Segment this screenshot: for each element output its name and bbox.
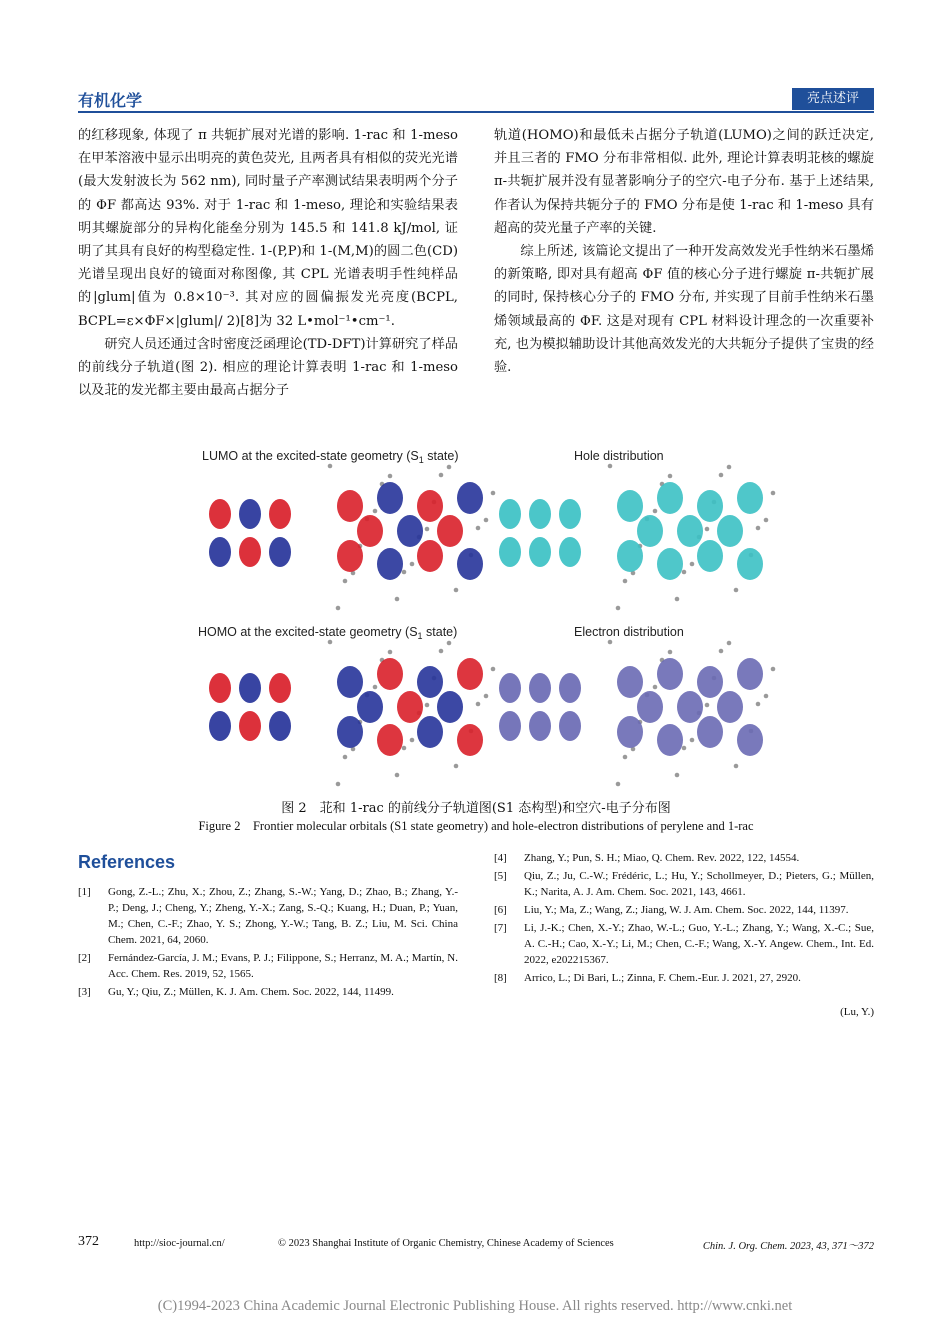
orbital-lobe — [269, 499, 291, 529]
orbital-lobe — [397, 691, 423, 723]
atom — [623, 579, 628, 584]
atom — [771, 667, 776, 672]
atom — [484, 518, 489, 523]
orbital-lobe — [737, 724, 763, 756]
orbital-lobe — [209, 499, 231, 529]
orbital-lobe — [697, 490, 723, 522]
atom — [690, 562, 695, 567]
orbital-lobe — [657, 724, 683, 756]
atom — [727, 465, 732, 470]
orbital-lobe — [657, 658, 683, 690]
page-number: 372 — [78, 1234, 99, 1249]
orbital-lobe — [637, 515, 663, 547]
atom — [425, 703, 430, 708]
atom — [373, 509, 378, 514]
orbital-lobe — [377, 482, 403, 514]
atom — [454, 764, 459, 769]
homo-label: HOMO at the excited-state geometry ($S_1$ state) — [198, 625, 458, 641]
orbital-lobe — [397, 515, 423, 547]
orbital-lobe — [559, 499, 581, 529]
atom — [328, 464, 333, 469]
references-left — [78, 884, 458, 1002]
orbital-lobe — [559, 673, 581, 703]
atom — [668, 474, 673, 479]
orbital-lobe — [559, 711, 581, 741]
orbital-lobe — [377, 658, 403, 690]
orbital-lobe — [499, 711, 521, 741]
orbital-lobe — [677, 691, 703, 723]
atom — [682, 746, 687, 751]
atom — [690, 738, 695, 743]
atom — [328, 640, 333, 645]
atom — [425, 527, 430, 532]
paragraph: 的红移现象, 体现了 π 共轭扩展对光谱的影响. 1-rac 和 1-meso 在甲苯溶液中显示出明亮的黄色荧光, 且两者具有相似的荧光光谱(最大发射波长为 562 nm), 同时量子产率测试结果表明两个分子的 ΦF 都高达 93%. 对于 1-rac 和 1-meso, 理论和实验结果表明其螺旋部分的异构化能垒分别为 145.5 和 141.8 kJ/mol, 证明了其具有良好的构型稳定性. 1-(P,P)和 1-(M,M)的圆二色(CD)光谱呈现出良好的镜面对称图像, 其 CPL 光谱表明手性纯样品的|glum|值为 0.8×10⁻³. 其对应的圆偏振发光亮度(BCPL, BCPL=ε×ΦF×|glum|/ 2)[8]为 32 L•mol⁻¹•cm⁻¹. — [78, 128, 458, 329]
atom — [476, 526, 481, 531]
atom — [402, 746, 407, 751]
references-right — [494, 850, 874, 988]
orbital-lobe — [457, 658, 483, 690]
orbital-lobe — [529, 499, 551, 529]
atom — [439, 473, 444, 478]
orbital-lobe — [269, 711, 291, 741]
atom — [705, 703, 710, 708]
orbital-lobe — [437, 515, 463, 547]
atom — [675, 773, 680, 778]
copyright: © 2023 Shanghai Institute of Organic Chemistry, Chinese Academy of Sciences — [278, 1238, 614, 1249]
orbital-lobe — [529, 711, 551, 741]
atom — [764, 518, 769, 523]
atom — [484, 694, 489, 699]
journal-url[interactable]: http://sioc-journal.cn/ — [134, 1238, 225, 1249]
orbital-lobe — [617, 540, 643, 572]
atom — [608, 464, 613, 469]
journal-title: 有机化学 — [78, 91, 143, 110]
orbital-lobe — [737, 658, 763, 690]
orbital-lobe — [239, 711, 261, 741]
orbital-lobe — [337, 666, 363, 698]
orbital-lobe — [457, 548, 483, 580]
orbital-lobe — [209, 673, 231, 703]
atom — [719, 473, 724, 478]
orbital-lobe — [457, 724, 483, 756]
cnki-watermark: (C)1994-2023 China Academic Journal Electronic Publishing House. All rights reserved. http://www.cnki.net — [157, 1298, 793, 1314]
orbital-lobe — [499, 537, 521, 567]
orbital-lobe — [737, 482, 763, 514]
orbital-lobe — [269, 673, 291, 703]
orbital-lobe — [697, 716, 723, 748]
atom — [395, 597, 400, 602]
hole-label: Hole distribution — [574, 449, 664, 463]
orbital-lobe — [417, 716, 443, 748]
atom — [616, 782, 621, 787]
orbital-lobe — [637, 691, 663, 723]
orbital-lobe — [529, 537, 551, 567]
atom — [734, 588, 739, 593]
orbital-lobe — [457, 482, 483, 514]
atom — [491, 491, 496, 496]
orbital-lobe — [559, 537, 581, 567]
page-footer — [78, 1236, 874, 1252]
atom — [727, 641, 732, 646]
orbital-lobe — [617, 716, 643, 748]
orbital-lobe — [209, 711, 231, 741]
atom — [447, 465, 452, 470]
atom — [343, 579, 348, 584]
atom — [675, 597, 680, 602]
orbital-lobe — [209, 537, 231, 567]
orbital-lobe — [617, 666, 643, 698]
orbital-lobe — [617, 490, 643, 522]
orbital-lobe — [657, 548, 683, 580]
atom — [608, 640, 613, 645]
orbital-lobe — [417, 666, 443, 698]
orbital-lobe — [417, 540, 443, 572]
atom — [491, 667, 496, 672]
atom — [756, 526, 761, 531]
atom — [734, 764, 739, 769]
paragraph: 轨道(HOMO)和最低未占据分子轨道(LUMO)之间的跃迁决定, 并且三者的 FMO 分布非常相似. 此外, 理论计算表明苝核的螺旋 π-共轭扩展并没有显著影响分子的空穴-电子分布. 基于上述结果, 作者认为保持共轭分子的 FMO 分布是使 1-rac 和 1-meso 具有超高的荧光量子产率的关键. — [494, 128, 874, 236]
atom — [395, 773, 400, 778]
paragraph: 研究人员还通过含时密度泛函理论(TD-DFT)计算研究了样品的前线分子轨道(图 2). 相应的理论计算表明 1-rac 和 1-meso 以及苝的发光都主要由最高占据分子 — [78, 336, 458, 399]
orbital-lobe — [677, 515, 703, 547]
atom — [410, 562, 415, 567]
reference-item: [5] Qiu, Z.; Ju, C.-W.; Frédéric, L.; Hu, Y.; Schollmeyer, D.; Pieters, G.; Müllen, K.; Narita, A. J. Am. Chem. Soc. 2021, 143, 4661. — [494, 870, 874, 898]
atom — [388, 650, 393, 655]
orbital-lobe — [337, 716, 363, 748]
atom — [343, 755, 348, 760]
orbital-lobe — [337, 490, 363, 522]
atom — [454, 588, 459, 593]
atom — [402, 570, 407, 575]
atom — [756, 702, 761, 707]
body-column-left — [78, 124, 458, 402]
journal-citation: Chin. J. Org. Chem. 2023, 43, 371～372 — [702, 1241, 874, 1252]
orbital-lobe — [499, 499, 521, 529]
atom — [705, 527, 710, 532]
atom — [336, 606, 341, 611]
atom — [764, 694, 769, 699]
orbital-lobe — [417, 490, 443, 522]
figure-caption-en: Figure 2 Frontier molecular orbitals (S1 state geometry) and hole-electron distributions of perylene and 1-rac — [198, 819, 754, 833]
orbital-lobe — [337, 540, 363, 572]
lumo-label: LUMO at the excited-state geometry ($S_1$ state) — [202, 449, 459, 465]
orbital-figure — [190, 446, 880, 791]
atom — [336, 782, 341, 787]
orbital-lobe — [239, 499, 261, 529]
atom — [653, 509, 658, 514]
body-column-right — [494, 124, 874, 379]
header-rule — [78, 111, 874, 113]
section-badge: 亮点述评 — [792, 88, 874, 110]
atom — [439, 649, 444, 654]
reference-item: [2] Fernández-García, J. M.; Evans, P. J.; Filippone, S.; Herranz, M. A.; Martín, N. Acc. Chem. Res. 2019, 52, 1565. — [78, 952, 458, 980]
orbital-lobe — [697, 666, 723, 698]
orbital-lobe — [437, 691, 463, 723]
paragraph: 综上所述, 该篇论文提出了一种开发高效发光手性纳米石墨烯的新策略, 即对具有超高 ΦF 值的核心分子进行螺旋 π-共轭扩展的同时, 保持核心分子的 FMO 分布, 并实现了目前手性纳米石墨烯领域最高的 ΦF. 这是对现有 CPL 材料设计理念的一次重要补充, 也为模拟辅助设计其他高效发光的大共轭分子提供了宝贵的经验. — [494, 244, 874, 376]
reference-item: [8] Arrico, L.; Di Bari, L.; Zinna, F. Chem.-Eur. J. 2021, 27, 2920. — [494, 972, 801, 984]
reference-item: [4] Zhang, Y.; Pun, S. H.; Miao, Q. Chem. Rev. 2022, 122, 14554. — [494, 852, 800, 864]
orbital-lobe — [239, 673, 261, 703]
orbital-lobe — [269, 537, 291, 567]
orbital-lobe — [377, 724, 403, 756]
atom — [623, 755, 628, 760]
reference-item: [3] Gu, Y.; Qiu, Z.; Müllen, K. J. Am. Chem. Soc. 2022, 144, 11499. — [78, 986, 394, 998]
atom — [719, 649, 724, 654]
orbital-lobe — [737, 548, 763, 580]
orbital-lobe — [377, 548, 403, 580]
atom — [682, 570, 687, 575]
references-heading: References — [78, 852, 176, 872]
atom — [388, 474, 393, 479]
orbital-lobe — [529, 673, 551, 703]
atom — [410, 738, 415, 743]
figure-caption-zh: 图 2 苝和 1-rac 的前线分子轨道图(S1 态构型)和空穴-电子分布图 — [281, 801, 671, 816]
reference-item: [6] Liu, Y.; Ma, Z.; Wang, Z.; Jiang, W. J. Am. Chem. Soc. 2022, 144, 11397. — [494, 904, 849, 916]
orbital-lobe — [357, 691, 383, 723]
orbital-lobe — [357, 515, 383, 547]
electron-label: Electron distribution — [574, 625, 684, 639]
atom — [373, 685, 378, 690]
atom — [476, 702, 481, 707]
reference-item: [1] Gong, Z.-L.; Zhu, X.; Zhou, Z.; Zhang, S.-W.; Yang, D.; Zhao, B.; Zhang, Y.-P.; Deng, J.; Cheng, Y.; Zheng, Y.-X.; Zang, S.-Q.; Kuang, H.; Duan, P.; Yuan, M.; Chen, C.-F.; Zhao, Y. S.; Zhong, Y.-W.; Tang, B. Z.; Liu, M. Sci. China Chem. 2021, 64, 2060. — [78, 886, 458, 946]
orbital-lobe — [717, 691, 743, 723]
orbital-lobe — [239, 537, 261, 567]
orbital-lobe — [697, 540, 723, 572]
atom — [616, 606, 621, 611]
atom — [668, 650, 673, 655]
atom — [653, 685, 658, 690]
orbital-lobe — [717, 515, 743, 547]
reference-item: [7] Li, J.-K.; Chen, X.-Y.; Zhao, W.-L.; Guo, Y.-L.; Zhang, Y.; Wang, X.-C.; Sue, A. C.-H.; Cao, X.-Y.; Li, M.; Chen, C.-F.; Wang, X.-Y. Angew. Chem., Int. Ed. 2022, e202215367. — [494, 922, 874, 966]
orbital-lobe — [657, 482, 683, 514]
atom — [771, 491, 776, 496]
orbital-lobe — [499, 673, 521, 703]
atom — [447, 641, 452, 646]
author-signature: (Lu, Y.) — [840, 1006, 874, 1018]
